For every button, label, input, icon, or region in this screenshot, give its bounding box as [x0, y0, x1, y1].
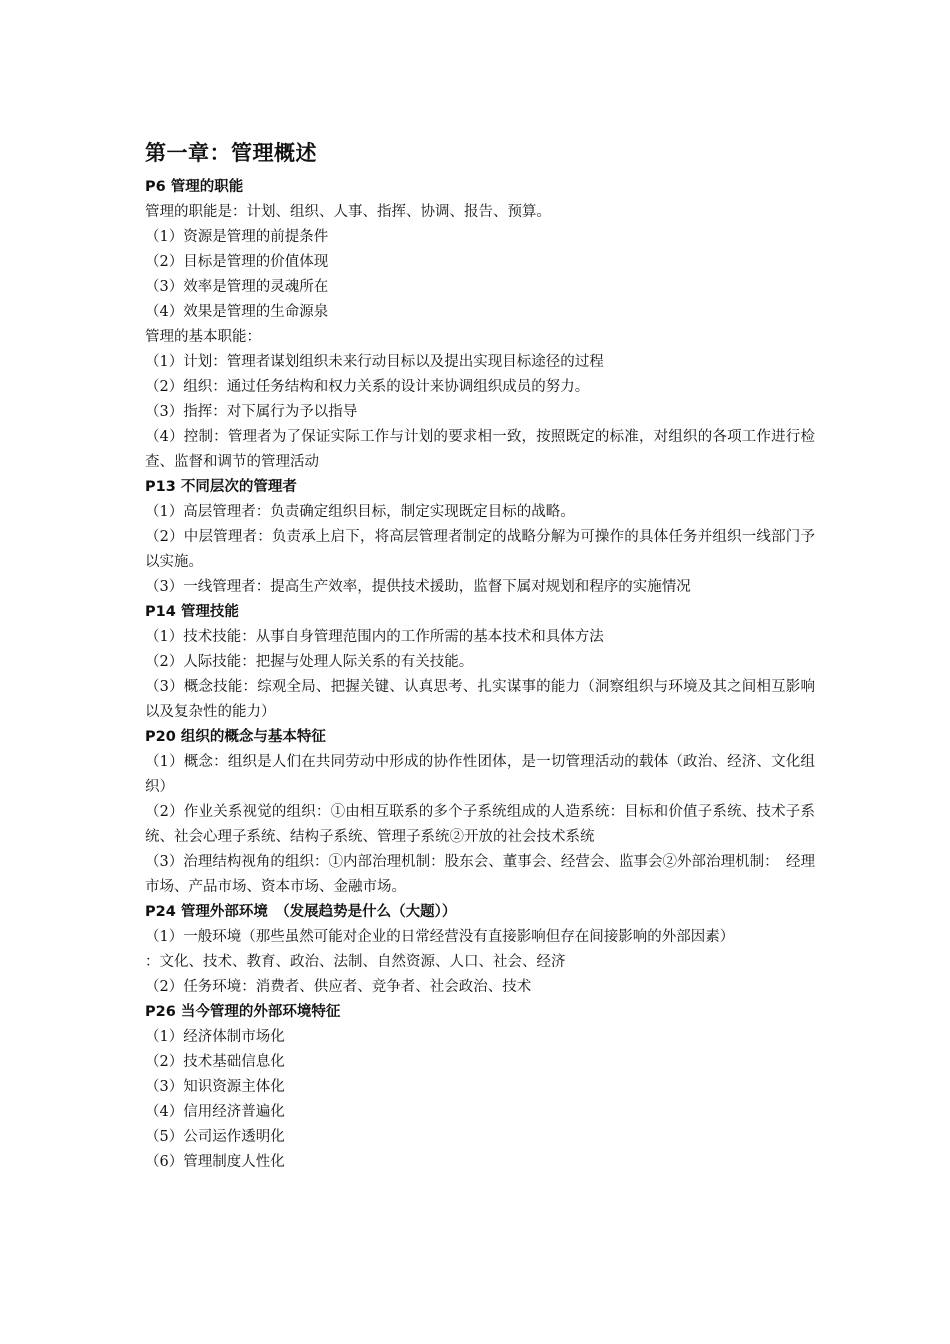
paragraph: （2）组织：通过任务结构和权力关系的设计来协调组织成员的努力。	[145, 379, 590, 395]
paragraph: （2）作业关系视觉的组织：①由相互联系的多个子系统组成的人造系统：目标和价值子系统、技术子系统、社会心理子系统、结构子系统、管理子系统②开放的社会技术系统	[145, 804, 815, 845]
paragraph: （3）知识资源主体化	[145, 1079, 285, 1095]
paragraph: （3）效率是管理的灵魂所在	[145, 279, 329, 295]
paragraph: （4）控制：管理者为了保证实际工作与计划的要求相一致，按照既定的标准，对组织的各项工作进行检查、监督和调节的管理活动	[145, 429, 815, 470]
section-heading: P20 组织的概念与基本特征	[145, 729, 326, 745]
paragraph: （4）效果是管理的生命源泉	[145, 304, 329, 320]
paragraph: （3）治理结构视角的组织：①内部治理机制：股东会、董事会、经营会、监事会②外部治理机制： 经理市场、产品市场、资本市场、金融市场。	[145, 854, 815, 895]
paragraph: （1）一般环境（那些虽然可能对企业的日常经营没有直接影响但存在间接影响的外部因素）	[145, 929, 735, 945]
paragraph: 管理的职能是：计划、组织、人事、指挥、协调、报告、预算。	[145, 204, 551, 220]
section-heading: P13 不同层次的管理者	[145, 479, 297, 495]
section-management-skills	[145, 600, 815, 725]
paragraph: （2）目标是管理的价值体现	[145, 254, 329, 270]
paragraph: （1）高层管理者：负责确定组织目标，制定实现既定目标的战略。	[145, 504, 575, 520]
paragraph: （2）人际技能：把握与处理人际关系的有关技能。	[145, 654, 474, 670]
section-organization-concept	[145, 725, 815, 900]
paragraph: ：文化、技术、教育、政治、法制、自然资源、人口、社会、经济	[145, 954, 566, 970]
section-heading: P6 管理的职能	[145, 179, 244, 195]
paragraph: （1）概念：组织是人们在共同劳动中形成的协作性团体，是一切管理活动的载体（政治、经济、文化组织）	[145, 754, 815, 795]
paragraph: （2）任务环境：消费者、供应者、竞争者、社会政治、技术	[145, 979, 532, 995]
section-heading: P26 当今管理的外部环境特征	[145, 1004, 341, 1020]
section-heading: P24 管理外部环境 （发展趋势是什么（大题））	[145, 904, 457, 920]
section-manager-levels	[145, 475, 815, 600]
section-environment-characteristics	[145, 1000, 815, 1175]
paragraph: （3）指挥：对下属行为予以指导	[145, 404, 358, 420]
paragraph: （6）管理制度人性化	[145, 1154, 285, 1170]
paragraph: （3）概念技能：综观全局、把握关键、认真思考、扎实谋事的能力（洞察组织与环境及其之间相互影响以及复杂性的能力）	[145, 679, 815, 720]
paragraph: （1）资源是管理的前提条件	[145, 229, 329, 245]
section-external-environment	[145, 900, 815, 1000]
paragraph: （1）技术技能：从事自身管理范围内的工作所需的基本技术和具体方法	[145, 629, 604, 645]
chapter-title: 第一章：管理概述	[145, 141, 317, 165]
document-page	[145, 138, 815, 1175]
paragraph: （2）中层管理者：负责承上启下，将高层管理者制定的战略分解为可操作的具体任务并组织一线部门予以实施。	[145, 529, 815, 570]
paragraph: （1）经济体制市场化	[145, 1029, 285, 1045]
paragraph: （2）技术基础信息化	[145, 1054, 285, 1070]
paragraph: （3）一线管理者：提高生产效率，提供技术援助，监督下属对规划和程序的实施情况	[145, 579, 691, 595]
paragraph: （1）计划：管理者谋划组织未来行动目标以及提出实现目标途径的过程	[145, 354, 604, 370]
section-heading: P14 管理技能	[145, 604, 239, 620]
paragraph: 管理的基本职能：	[145, 329, 261, 345]
paragraph: （5）公司运作透明化	[145, 1129, 285, 1145]
paragraph: （4）信用经济普遍化	[145, 1104, 285, 1120]
section-management-functions	[145, 175, 815, 475]
